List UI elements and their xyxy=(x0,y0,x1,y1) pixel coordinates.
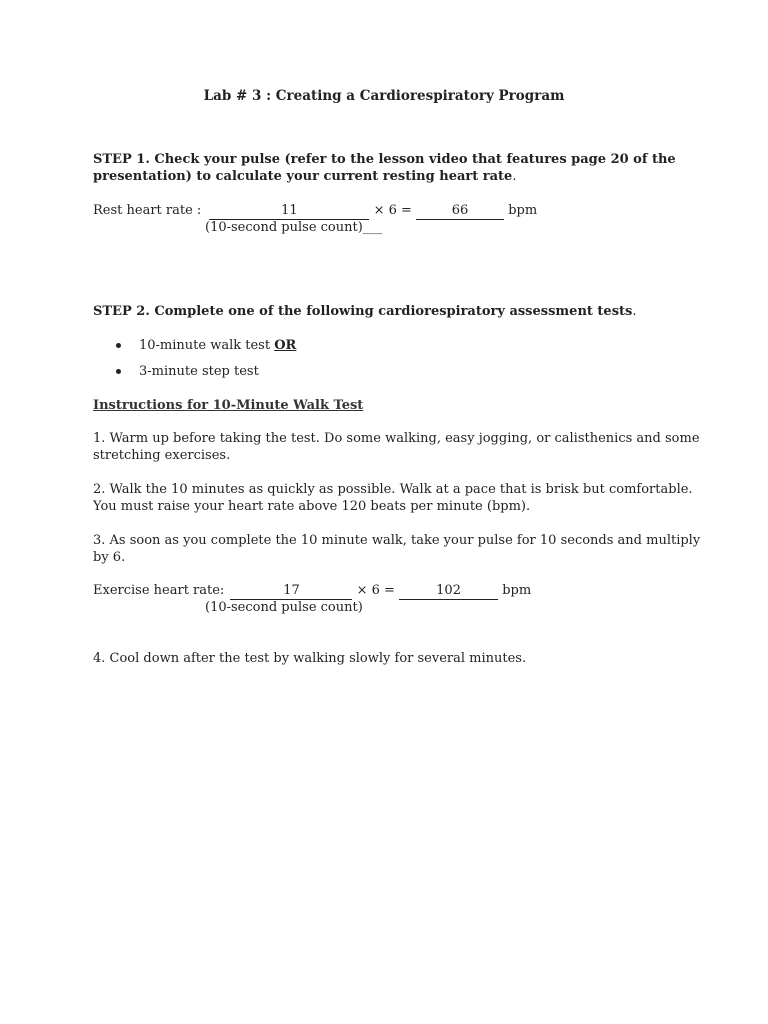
page-title: Lab # 3 : Creating a Cardiorespiratory Program xyxy=(203,88,565,104)
step1-heading-line2-text: presentation) to calculate your current resting heart rate xyxy=(93,169,513,184)
rest-count-caption: (10-second pulse count)___ xyxy=(205,220,383,235)
bullet-icon xyxy=(116,343,121,348)
rest-heart-rate-line xyxy=(93,202,537,220)
exercise-result-field[interactable]: 102 xyxy=(399,584,498,600)
exercise-heart-rate-label: Exercise heart rate: xyxy=(93,583,225,598)
option-walk-test-text: 10-minute walk test xyxy=(139,338,275,353)
step2-heading-line xyxy=(93,303,636,320)
step1-heading-line1: STEP 1. Check your pulse (refer to the lesson video that features page 20 of the xyxy=(93,152,676,167)
bullet-icon xyxy=(116,369,121,374)
rest-result-field[interactable]: 66 xyxy=(416,204,504,220)
instruction-3-line2: by 6. xyxy=(93,550,126,565)
option-or-emphasis: OR xyxy=(274,338,297,353)
rest-multiplier: × 6 = xyxy=(373,203,412,218)
option-step-test: 3-minute step test xyxy=(139,364,259,379)
step2-heading-period: . xyxy=(632,304,637,319)
exercise-multiplier: × 6 = xyxy=(356,583,395,598)
instruction-3-line1: 3. As soon as you complete the 10 minute walk, take your pulse for 10 seconds and multiply xyxy=(93,533,701,548)
option-walk-test xyxy=(139,337,296,354)
rest-unit: bpm xyxy=(508,203,538,218)
exercise-heart-rate-line xyxy=(93,582,531,600)
rest-heart-rate-label: Rest heart rate : xyxy=(93,203,202,218)
instructions-heading: Instructions for 10-Minute Walk Test xyxy=(93,398,364,413)
rest-count-field[interactable]: 11 xyxy=(209,204,369,220)
instruction-2-line2: You must raise your heart rate above 120 beats per minute (bpm). xyxy=(93,499,531,514)
exercise-count-field[interactable]: 17 xyxy=(230,584,352,600)
instruction-2-line1: 2. Walk the 10 minutes as quickly as possible. Walk at a pace that is brisk but comfortable. xyxy=(93,482,693,497)
step1-heading-period: . xyxy=(512,169,517,184)
instruction-1-line2: stretching exercises. xyxy=(93,448,231,463)
exercise-unit: bpm xyxy=(502,583,532,598)
step1-heading-line2 xyxy=(93,168,516,185)
exercise-count-caption: (10-second pulse count) xyxy=(205,600,363,615)
instruction-4: 4. Cool down after the test by walking slowly for several minutes. xyxy=(93,651,527,666)
step2-heading: STEP 2. Complete one of the following cardiorespiratory assessment tests xyxy=(93,304,633,319)
instruction-1-line1: 1. Warm up before taking the test. Do some walking, easy jogging, or calisthenics and some xyxy=(93,431,700,446)
